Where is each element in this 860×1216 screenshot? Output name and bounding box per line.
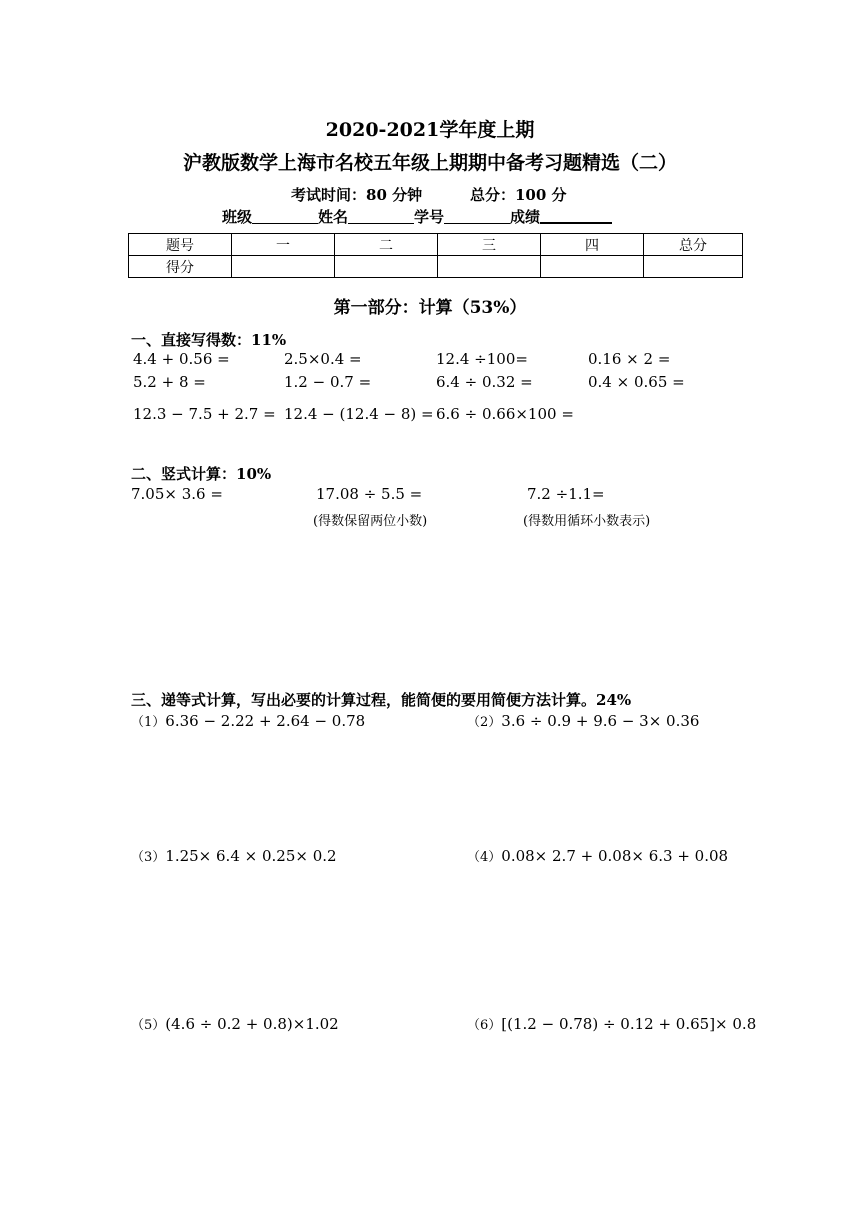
stepwise-item [131, 846, 337, 865]
score-header-cell: 三 [438, 234, 541, 256]
stepwise-expr: (4.6 ÷ 0.2 + 0.8)×1.02 [165, 1015, 339, 1033]
direct-item: 12.3 − 7.5 + 2.7 = [133, 405, 276, 423]
name-blank[interactable] [348, 209, 414, 224]
stepwise-num: （6） [467, 1018, 502, 1033]
score-input-cell[interactable] [438, 256, 541, 278]
vertical-item: 17.08 ÷ 5.5 = [316, 485, 423, 503]
score-header-cell: 四 [541, 234, 644, 256]
stepwise-num: （2） [467, 715, 502, 730]
direct-item: 12.4 ÷100= [436, 350, 528, 368]
score-header-cell: 二 [335, 234, 438, 256]
direct-item: 5.2 + 8 = [133, 373, 206, 391]
stepwise-item [467, 846, 728, 865]
page-title: 沪教版数学上海市名校五年级上期期中备考习题精选（二） [182, 152, 677, 174]
class-blank[interactable] [252, 209, 318, 224]
info-line [222, 206, 612, 227]
section2-title: 二、竖式计算：10% [131, 465, 272, 483]
class-label: 班级 [222, 208, 253, 226]
stepwise-expr: 0.08× 2.7 + 0.08× 6.3 + 0.08 [501, 847, 729, 865]
direct-item: 2.5×0.4 = [284, 350, 362, 368]
stepwise-expr: 6.36 − 2.22 + 2.64 − 0.78 [165, 712, 366, 730]
stepwise-num: （3） [131, 850, 166, 865]
stepwise-expr: [(1.2 − 0.78) ÷ 0.12 + 0.65]× 0.8 [501, 1015, 757, 1033]
grade-label: 成绩 [510, 208, 541, 226]
stepwise-num: （1） [131, 715, 166, 730]
score-header-cell: 总分 [644, 234, 743, 256]
score-header-cell: 一 [232, 234, 335, 256]
score-table [128, 233, 743, 278]
section3-title: 三、递等式计算，写出必要的计算过程，能简便的要用简便方法计算。24% [131, 691, 632, 709]
direct-item: 0.16 × 2 = [588, 350, 671, 368]
direct-item: 4.4 + 0.56 = [133, 350, 230, 368]
score-input-cell[interactable] [541, 256, 644, 278]
score-table-score-row [129, 256, 743, 278]
grade-blank[interactable] [540, 208, 612, 224]
vertical-note: (得数保留两位小数) [313, 514, 428, 529]
vertical-note: (得数用循环小数表示) [523, 514, 651, 529]
score-table-header-row [129, 234, 743, 256]
score-row-label: 得分 [129, 256, 232, 278]
stepwise-num: （4） [467, 850, 502, 865]
header-year: 2020-2021学年度上期 [325, 119, 535, 141]
score-input-cell[interactable] [644, 256, 743, 278]
name-label: 姓名 [318, 208, 349, 226]
stepwise-expr: 1.25× 6.4 × 0.25× 0.2 [165, 847, 337, 865]
stepwise-item [131, 711, 365, 730]
stepwise-num: （5） [131, 1018, 166, 1033]
stepwise-item [131, 1014, 339, 1033]
vertical-item: 7.2 ÷1.1= [527, 485, 605, 503]
score-input-cell[interactable] [232, 256, 335, 278]
number-blank[interactable] [444, 209, 510, 224]
part1-title: 第一部分：计算（53%） [333, 298, 527, 318]
score-input-cell[interactable] [335, 256, 438, 278]
direct-item: 6.6 ÷ 0.66×100 = [436, 405, 574, 423]
direct-item: 12.4 − (12.4 − 8) = [284, 405, 434, 423]
score-header-cell: 题号 [129, 234, 232, 256]
stepwise-item [467, 711, 699, 730]
vertical-item: 7.05× 3.6 = [131, 485, 223, 503]
section1-title: 一、直接写得数：11% [131, 331, 287, 349]
number-label: 学号 [414, 208, 445, 226]
direct-item: 6.4 ÷ 0.32 = [436, 373, 533, 391]
exam-time: 考试时间：80 分钟 [291, 186, 423, 204]
stepwise-expr: 3.6 ÷ 0.9 + 9.6 − 3× 0.36 [501, 712, 700, 730]
exam-total: 总分：100 分 [470, 186, 567, 204]
direct-item: 1.2 − 0.7 = [284, 373, 372, 391]
stepwise-item [467, 1014, 756, 1033]
direct-item: 0.4 × 0.65 = [588, 373, 685, 391]
